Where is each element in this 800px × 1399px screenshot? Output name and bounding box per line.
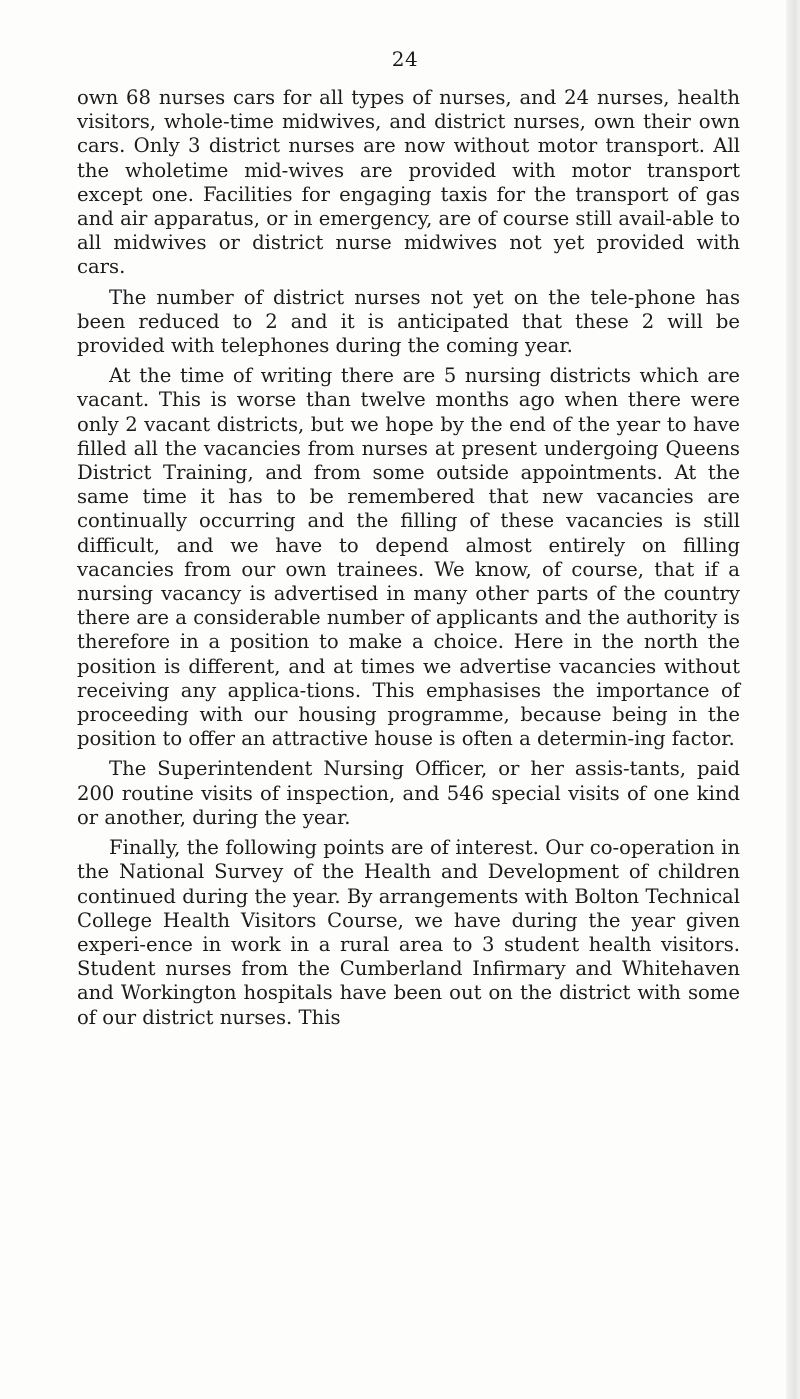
paragraph-motor-transport: own 68 nurses cars for all types of nurses, and 24 nurses, health visitors, whole-time midwives, and district nurses, own their own cars. Only 3 district nurses are now without motor transport. All the wholetime mid-wives are provided with motor transport except one. Facilities for engaging taxis for the transport of gas and air apparatus, or in emergency, are of course still avail-able to all midwives or district nurse midwives not yet provided with cars. [77,86,740,279]
paragraph-points-of-interest: Finally, the following points are of interest. Our co-operation in the National Survey of the Health and Development of children continued during the year. By arrangements with Bolton Technical College Health Visitors Course, we have during the year given experi-ence in work in a rural area to 3 student health visitors. Student nurses from the Cumberland Infirmary and Whitehaven and Workington hospitals have been out on the district with some of our district nurses. This [77,836,740,1029]
paragraph-inspection-visits: The Superintendent Nursing Officer, or her assis-tants, paid 200 routine visits of inspection, and 546 special visits of one kind or another, during the year. [77,757,740,829]
page-number: 24 [391,47,419,71]
body-text [77,86,740,1036]
paragraph-vacant-districts: At the time of writing there are 5 nursing districts which are vacant. This is worse than twelve months ago when there were only 2 vacant districts, but we hope by the end of the year to have filled all the vacancies from nurses at present undergoing Queens District Training, and from some outside appointments. At the same time it has to be remembered that new vacancies are continually occurring and the filling of these vacancies is still difficult, and we have to depend almost entirely on filling vacancies from our own trainees. We know, of course, that if a nursing vacancy is advertised in many other parts of the country there are a considerable number of applicants and the authority is therefore in a position to make a choice. Here in the north the position is different, and at times we advertise vacancies without receiving any applica-tions. This emphasises the importance of proceeding with our housing programme, because being in the position to offer an attractive house is often a determin-ing factor. [77,364,740,751]
paragraph-telephones: The number of district nurses not yet on the tele-phone has been reduced to 2 and it is anticipated that these 2 will be provided with telephones during the coming year. [77,285,740,358]
page-edge-shadow [786,0,800,1399]
